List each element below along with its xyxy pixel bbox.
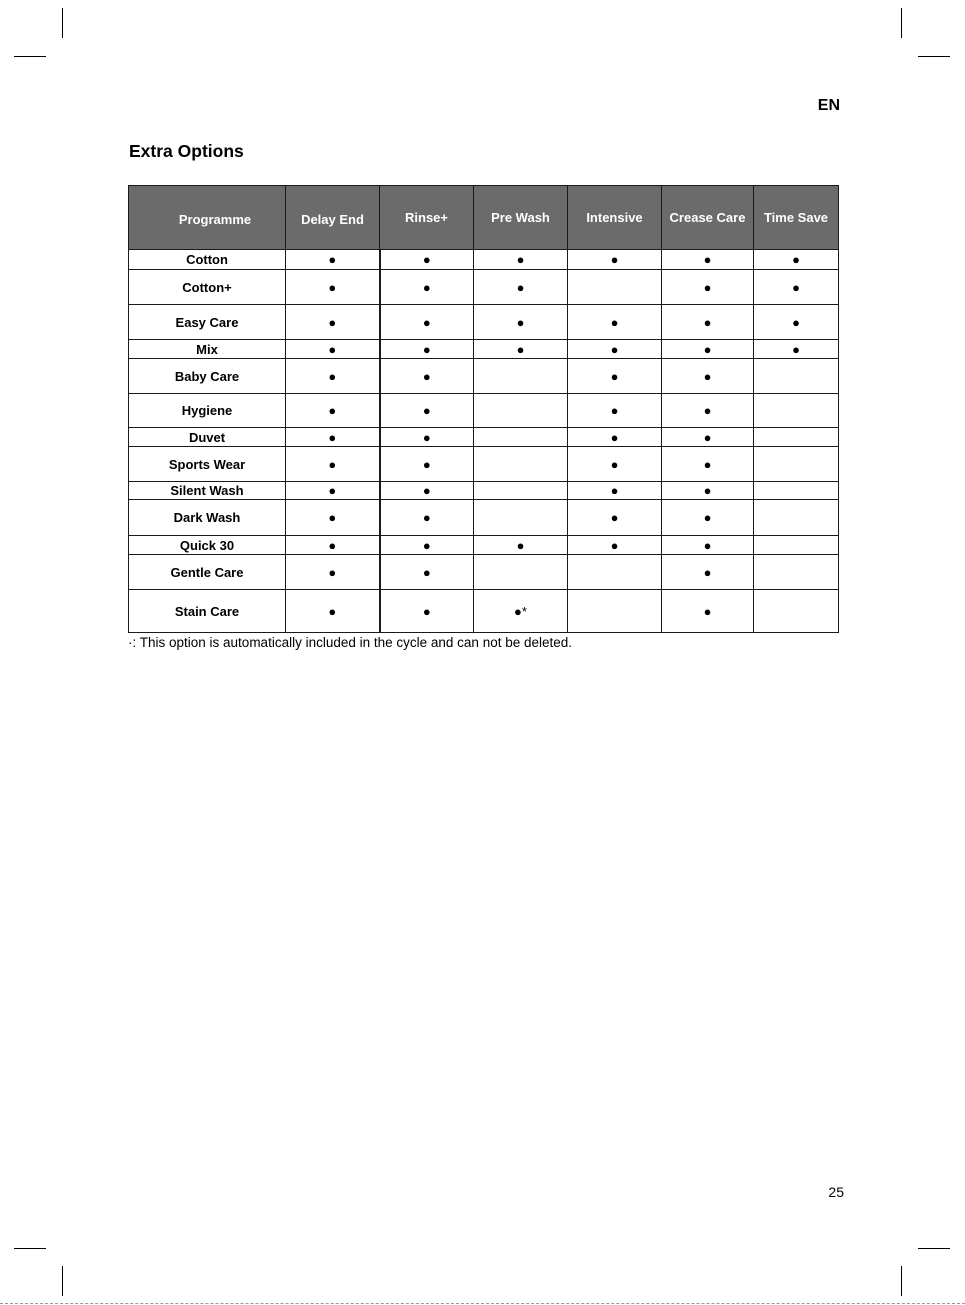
table-row bbox=[129, 305, 839, 340]
option-cell bbox=[754, 428, 839, 447]
option-cell bbox=[754, 447, 839, 482]
option-cell: ● bbox=[568, 250, 662, 270]
option-cell: ● bbox=[380, 482, 474, 500]
header-crease-care: Crease Care bbox=[662, 186, 754, 250]
option-cell: ● bbox=[568, 394, 662, 428]
table-row bbox=[129, 447, 839, 482]
header-programme: Programme bbox=[129, 186, 286, 250]
option-cell: ● bbox=[568, 447, 662, 482]
option-cell: ● bbox=[286, 536, 380, 555]
option-cell: ● bbox=[754, 340, 839, 359]
option-cell: ● bbox=[662, 555, 754, 590]
option-cell: ● bbox=[474, 270, 568, 305]
crop-mark bbox=[62, 1266, 63, 1296]
programme-name: Hygiene bbox=[129, 394, 286, 428]
option-cell: ● bbox=[380, 250, 474, 270]
header-rinse-plus: Rinse+ bbox=[380, 186, 474, 250]
option-cell bbox=[568, 270, 662, 305]
header-intensive: Intensive bbox=[568, 186, 662, 250]
option-cell: ● bbox=[286, 447, 380, 482]
option-cell bbox=[568, 555, 662, 590]
option-cell bbox=[754, 482, 839, 500]
table-row bbox=[129, 394, 839, 428]
option-cell: ● bbox=[286, 305, 380, 340]
crop-mark bbox=[62, 8, 63, 38]
option-cell: ● bbox=[568, 482, 662, 500]
option-cell: ● bbox=[568, 536, 662, 555]
table-row bbox=[129, 340, 839, 359]
option-cell: ● bbox=[380, 428, 474, 447]
option-cell bbox=[754, 359, 839, 394]
option-cell: ● bbox=[662, 428, 754, 447]
table-row bbox=[129, 536, 839, 555]
option-cell: ● bbox=[754, 250, 839, 270]
option-cell: ● bbox=[662, 359, 754, 394]
option-cell: ● bbox=[568, 359, 662, 394]
option-cell: ● bbox=[286, 555, 380, 590]
option-cell: ● bbox=[568, 428, 662, 447]
option-cell: ● bbox=[662, 536, 754, 555]
option-cell bbox=[474, 500, 568, 536]
option-cell: ● bbox=[568, 305, 662, 340]
option-cell: ● bbox=[754, 270, 839, 305]
programme-name: Baby Care bbox=[129, 359, 286, 394]
option-cell: ● bbox=[286, 482, 380, 500]
option-cell: ● bbox=[662, 500, 754, 536]
option-cell: ● bbox=[474, 536, 568, 555]
option-cell bbox=[754, 500, 839, 536]
option-cell: ● bbox=[286, 428, 380, 447]
option-cell: ● bbox=[380, 305, 474, 340]
option-cell bbox=[754, 555, 839, 590]
crop-mark bbox=[901, 1266, 902, 1296]
option-cell: ● bbox=[286, 394, 380, 428]
option-cell: ● bbox=[380, 590, 474, 633]
option-cell bbox=[474, 482, 568, 500]
programme-name: Dark Wash bbox=[129, 500, 286, 536]
option-cell: ● bbox=[754, 305, 839, 340]
option-cell: ● bbox=[380, 500, 474, 536]
option-cell: ● bbox=[286, 250, 380, 270]
option-cell: ● bbox=[474, 340, 568, 359]
extra-options-table bbox=[128, 185, 839, 633]
programme-name: Mix bbox=[129, 340, 286, 359]
option-cell bbox=[754, 536, 839, 555]
table-row bbox=[129, 590, 839, 633]
option-cell bbox=[474, 447, 568, 482]
table-header-row bbox=[129, 186, 839, 250]
table-row bbox=[129, 555, 839, 590]
crop-mark bbox=[901, 8, 902, 38]
option-cell: ● bbox=[286, 590, 380, 633]
option-cell: ● bbox=[662, 447, 754, 482]
option-cell: ● bbox=[568, 340, 662, 359]
programme-name: Gentle Care bbox=[129, 555, 286, 590]
option-cell: ● bbox=[380, 340, 474, 359]
option-cell: ● bbox=[662, 340, 754, 359]
header-delay-end: Delay End bbox=[286, 186, 380, 250]
option-cell: ● bbox=[662, 270, 754, 305]
option-cell: ● bbox=[662, 394, 754, 428]
table-row bbox=[129, 428, 839, 447]
option-cell bbox=[474, 428, 568, 447]
option-cell: ●* bbox=[474, 590, 568, 633]
programme-name: Duvet bbox=[129, 428, 286, 447]
option-cell bbox=[474, 394, 568, 428]
programme-name: Cotton bbox=[129, 250, 286, 270]
option-cell bbox=[474, 359, 568, 394]
crop-mark bbox=[14, 56, 46, 57]
option-cell: ● bbox=[286, 270, 380, 305]
option-cell bbox=[568, 590, 662, 633]
table-row bbox=[129, 359, 839, 394]
crop-mark bbox=[918, 1248, 950, 1249]
option-cell: ● bbox=[474, 305, 568, 340]
programme-name: Quick 30 bbox=[129, 536, 286, 555]
option-cell: ● bbox=[662, 590, 754, 633]
option-cell bbox=[754, 590, 839, 633]
option-cell: ● bbox=[380, 359, 474, 394]
table-row bbox=[129, 270, 839, 305]
table-row bbox=[129, 250, 839, 270]
page-title: Extra Options bbox=[129, 141, 244, 161]
option-cell: ● bbox=[286, 340, 380, 359]
option-cell: ● bbox=[568, 500, 662, 536]
header-time-save: Time Save bbox=[754, 186, 839, 250]
programme-name: Sports Wear bbox=[129, 447, 286, 482]
table-row bbox=[129, 482, 839, 500]
header-pre-wash: Pre Wash bbox=[474, 186, 568, 250]
option-cell: ● bbox=[474, 250, 568, 270]
bottom-rule bbox=[0, 1303, 965, 1304]
footnote: ·: This option is automatically included in the cycle and can not be deleted. bbox=[128, 635, 573, 650]
page-number: 25 bbox=[828, 1184, 844, 1200]
option-cell: ● bbox=[662, 305, 754, 340]
programme-name: Silent Wash bbox=[129, 482, 286, 500]
programme-name: Cotton+ bbox=[129, 270, 286, 305]
option-cell: ● bbox=[380, 536, 474, 555]
option-cell bbox=[474, 555, 568, 590]
option-cell: ● bbox=[286, 359, 380, 394]
option-cell: ● bbox=[662, 250, 754, 270]
option-cell: ● bbox=[662, 482, 754, 500]
table-row bbox=[129, 500, 839, 536]
option-cell: ● bbox=[380, 447, 474, 482]
option-cell bbox=[754, 394, 839, 428]
programme-name: Easy Care bbox=[129, 305, 286, 340]
option-cell: ● bbox=[380, 555, 474, 590]
option-cell: ● bbox=[380, 394, 474, 428]
option-cell: ● bbox=[380, 270, 474, 305]
option-cell: ● bbox=[286, 500, 380, 536]
crop-mark bbox=[14, 1248, 46, 1249]
language-label: EN bbox=[817, 97, 840, 114]
programme-name: Stain Care bbox=[129, 590, 286, 633]
crop-mark bbox=[918, 56, 950, 57]
